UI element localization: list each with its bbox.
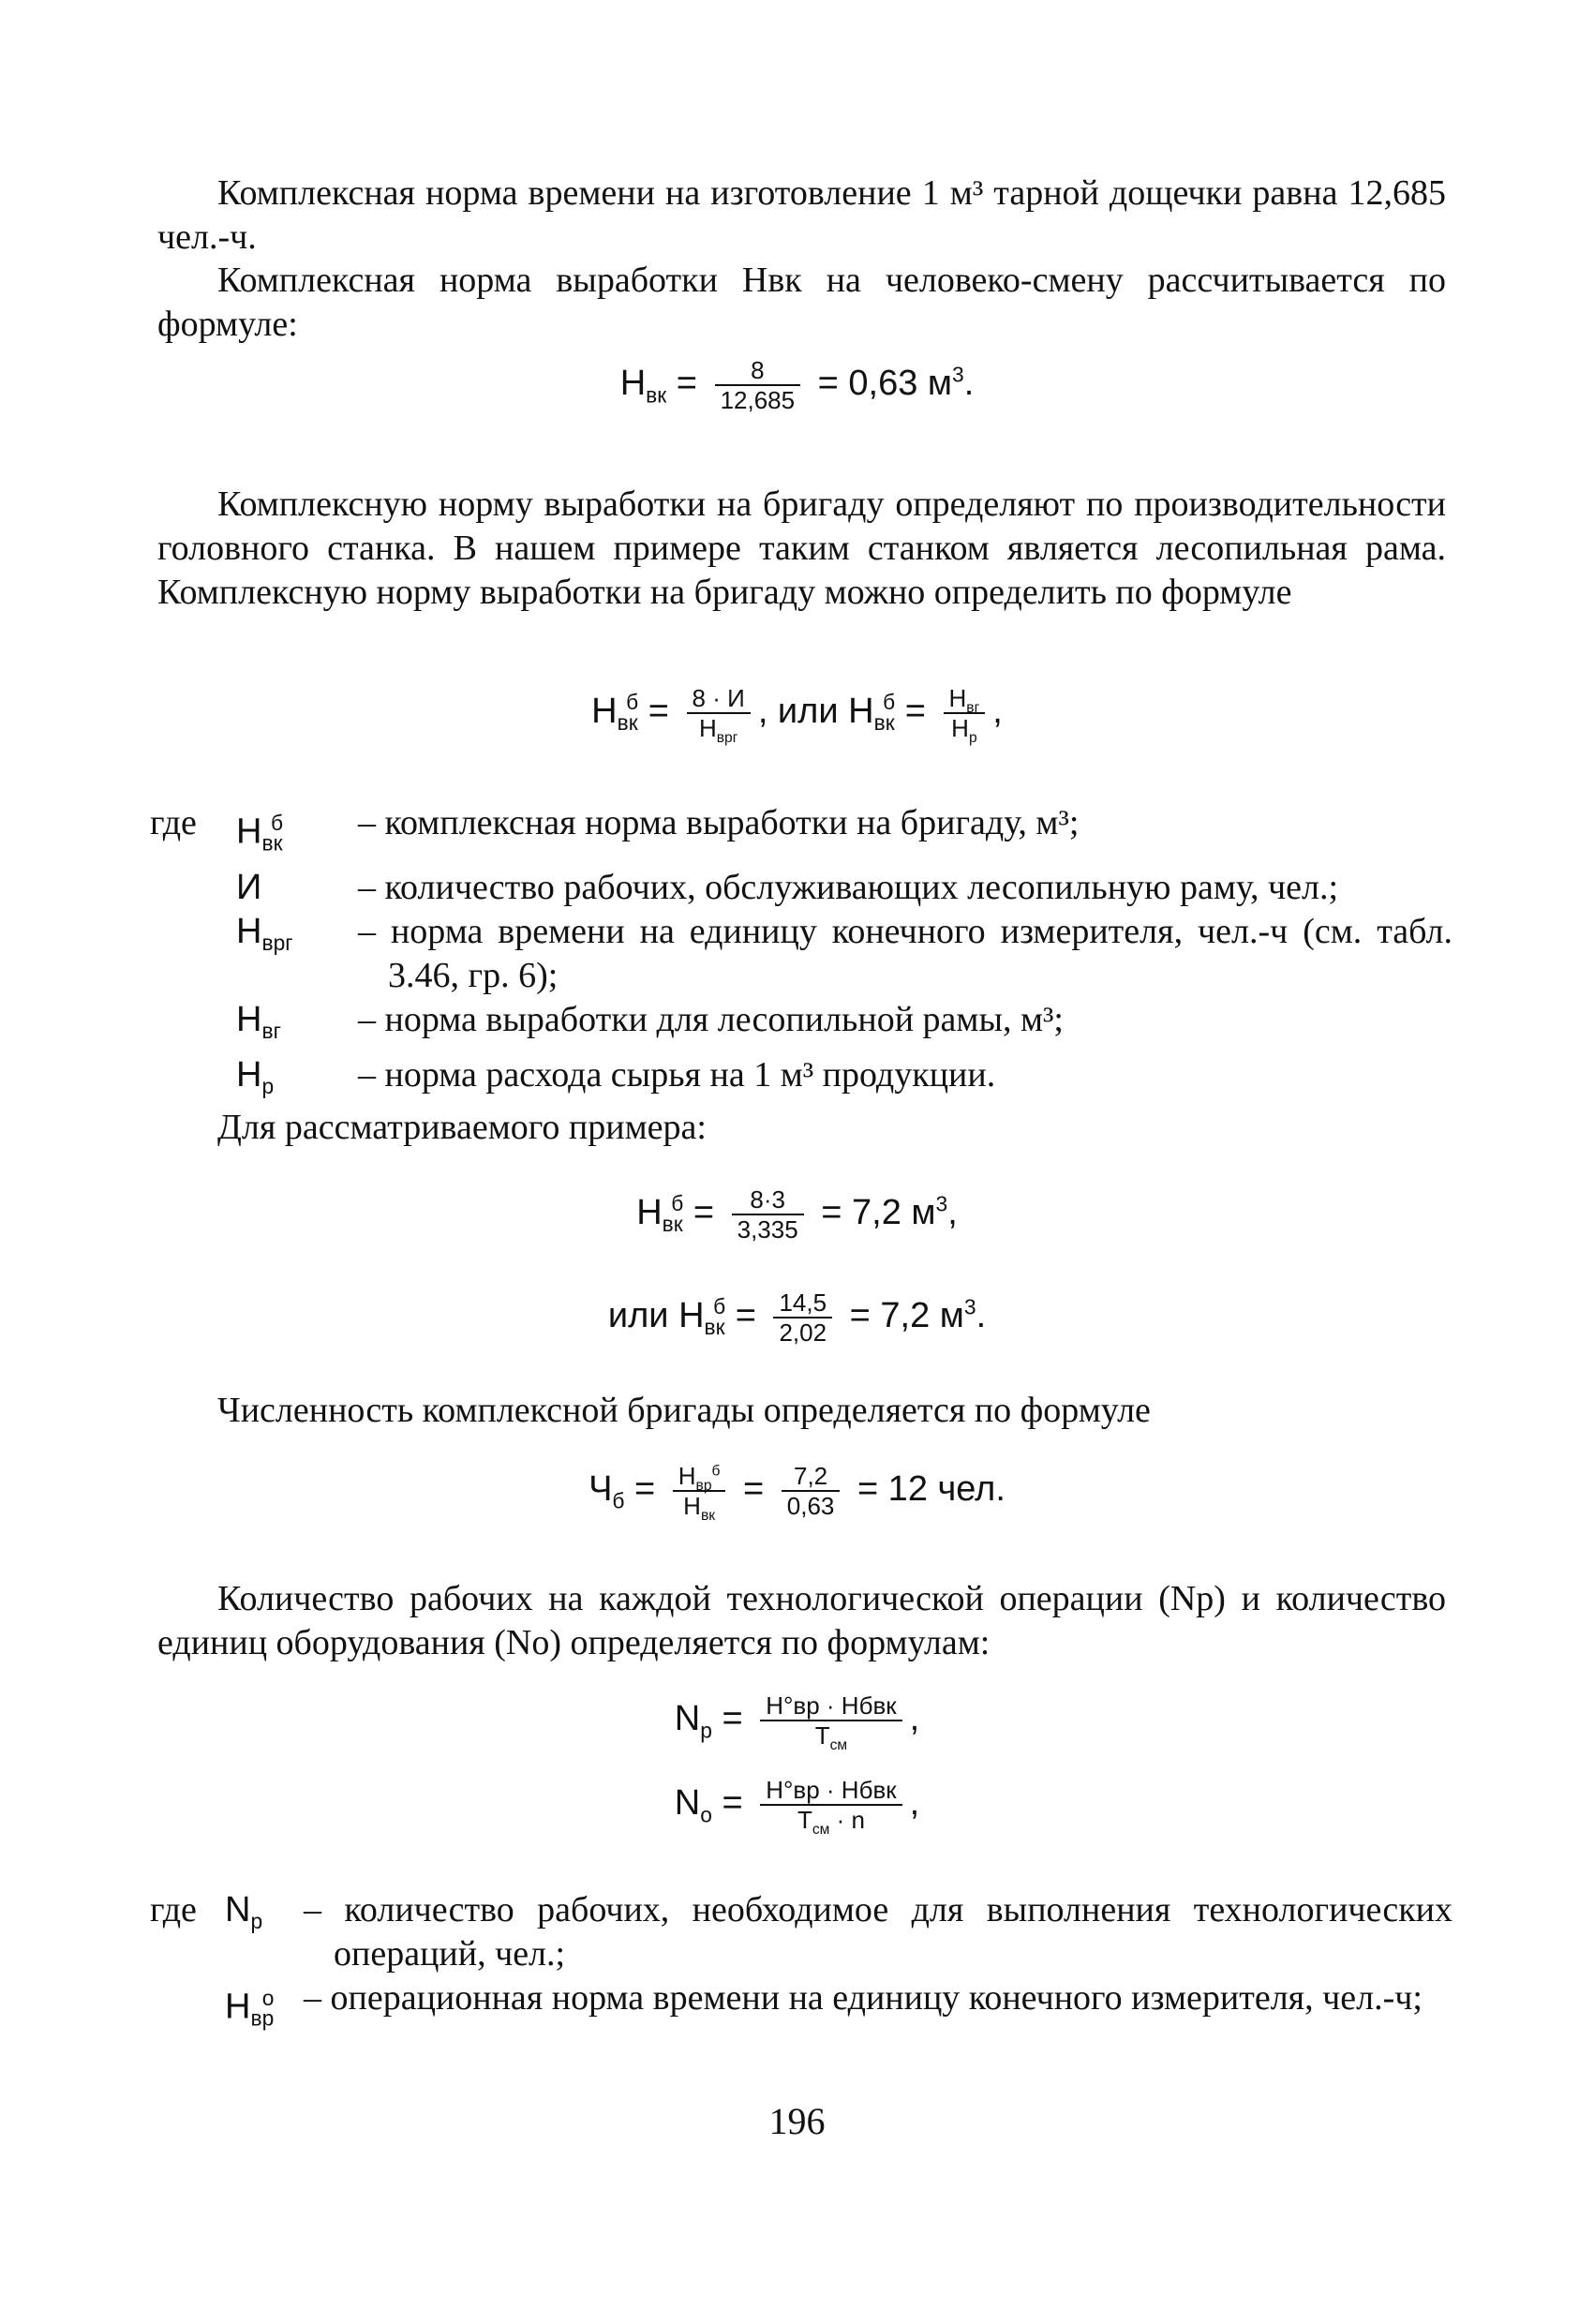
formula7-den-sub: см xyxy=(812,1822,830,1839)
formula3-end: , xyxy=(947,1193,958,1233)
def2-1-sup: о xyxy=(261,1986,275,2010)
formula7-end: , xyxy=(909,1783,920,1824)
paragraph-4: Для рассматриваемого примера: xyxy=(217,1108,707,1147)
formula-hvk xyxy=(0,356,1594,414)
formula3-denominator: 3,335 xyxy=(732,1214,804,1244)
def2-0-sym: N xyxy=(225,1890,251,1929)
formula2-numerator-2 xyxy=(944,684,986,717)
def1-2-sym: Н xyxy=(236,911,262,951)
formula4-rhs-sup: 3 xyxy=(963,1294,976,1319)
formula6-numerator: Н°вр · Нбвк xyxy=(766,1691,897,1720)
def1-2-sub: врг xyxy=(261,930,293,955)
formula5-num1-sym: Н xyxy=(678,1462,696,1490)
definition-symbol xyxy=(236,910,358,998)
formula2-num2-sym: Н xyxy=(948,684,967,712)
definition-row xyxy=(150,910,1452,998)
formula4-numerator: 14,5 xyxy=(779,1289,827,1317)
formula3-rhs-sup: 3 xyxy=(935,1191,948,1216)
def1-4-sub: р xyxy=(261,1073,275,1098)
def1-0-sym: Н xyxy=(236,812,262,852)
paragraph-3: Комплексную норму выработки на бригаду определяют по производительности головного станка. В нашем примере таким станком является лесопильная рама. Комплексную норму выработки на бригаду можно определить по формуле xyxy=(157,484,1446,612)
formula5-den1-sub: вк xyxy=(700,1508,716,1525)
definition-text: – операционная норма времени на единицу конечного измерителя, чел.-ч; xyxy=(304,1978,1423,2018)
def1-0-sup: б xyxy=(271,811,284,835)
formula7-lhs: N xyxy=(674,1783,701,1824)
formula4-end: . xyxy=(976,1296,987,1336)
formula7-fraction xyxy=(760,1776,901,1839)
formula6-lhs-sub: р xyxy=(700,1718,712,1743)
definition-symbol xyxy=(225,1976,304,2041)
definition-text: – количество рабочих, необходимое для выполнения технологических операций, чел.; xyxy=(304,1890,1452,1974)
formula7-lhs-sub: о xyxy=(700,1802,712,1827)
formula2-fraction-1 xyxy=(687,684,751,747)
formula6-den-sym: Т xyxy=(814,1721,830,1750)
formula-workers: $N_р$ = $\frac{\text{Н°вр · Нбвк}}{Т_{см}}$ , xyxy=(674,1691,920,1754)
formula3-fraction xyxy=(732,1185,804,1244)
formula2-num2-sub: вг xyxy=(966,700,980,717)
definition-row xyxy=(150,1976,1452,2041)
formula5-rhs: = 12 чел. xyxy=(857,1469,1006,1510)
formula2-numerator-1: 8 · И xyxy=(692,684,745,712)
definition-symbol xyxy=(236,866,358,910)
formula-example-2: или $Н_{вк}^б$ = $\frac{14,5}{2,02}$ = 7,2 $м^3$. xyxy=(607,1289,987,1347)
formula5-num1-sup: б xyxy=(711,1463,721,1480)
def1-0-sub: вк xyxy=(261,830,283,856)
definitions-list-1 xyxy=(150,801,1452,1109)
formula2-lhs-sup: б xyxy=(626,690,639,715)
def2-1-sym: Н xyxy=(225,1987,251,2027)
formula5-den1-sym: Н xyxy=(683,1492,701,1520)
definition-symbol xyxy=(236,998,358,1053)
definition-row xyxy=(150,998,1452,1053)
formula1-fraction xyxy=(715,356,801,414)
def2-1-sub: вр xyxy=(250,2005,275,2031)
def1-4-sym: Н xyxy=(236,1054,262,1095)
formula6-denominator xyxy=(760,1720,901,1754)
formula5-numerator-2: 7,2 xyxy=(793,1462,828,1490)
definition-text: – количество рабочих, обслуживающих лесопильную раму, чел.; xyxy=(358,867,1339,907)
formula1-denominator: 12,685 xyxy=(715,384,801,414)
formula6-fraction xyxy=(760,1691,901,1754)
formula1-numerator: 8 xyxy=(751,356,765,384)
formula5-denominator-1 xyxy=(673,1490,726,1525)
formula1-rhs: = 0,63 м xyxy=(817,364,953,404)
where-label: где xyxy=(150,803,197,842)
definition-symbol xyxy=(225,1888,304,1976)
formula5-lhs-sub: б xyxy=(612,1488,625,1513)
formula6-end: , xyxy=(909,1699,920,1739)
formula-equipment: $N_о$ = $\frac{\text{Н°вр · Нбвк}}{Т_{см} \cdot n}$ , xyxy=(674,1776,920,1839)
formula6-lhs: N xyxy=(674,1699,701,1739)
formula-brigade-size: $Ч_б$ = $\frac{Н_{вр}^б}{Н_{вк}}$ = $\frac{7,2}{0,63}$ = 12 чел. xyxy=(588,1462,1006,1525)
formula-example-1: $Н_{вк}^б$ = $\frac{8\cdot 3}{3,335}$ = 7,2 $м^3$, xyxy=(636,1185,958,1244)
paragraph-6: Количество рабочих на каждой технологической операции (Nр) и количество единиц оборудования (Nо) определяется по формулам: xyxy=(157,1579,1446,1662)
formula2-end: , xyxy=(992,692,1003,732)
formula2-denominator-1 xyxy=(687,712,751,747)
formula5-fraction-2 xyxy=(782,1462,841,1520)
formula1-lhs: Н xyxy=(619,364,647,404)
paragraph-5: Численность комплексной бригады определяется по формуле xyxy=(217,1391,1151,1430)
formula4-fraction xyxy=(773,1289,832,1347)
definition-row xyxy=(150,1888,1452,1976)
formula7-den-sym: Т xyxy=(797,1806,812,1834)
paragraph-2: Комплексная норма выработки Нвк на человеко-смену рассчитывается по формуле: xyxy=(157,261,1446,344)
formula2-lhs-sub: вк xyxy=(617,710,638,735)
definition-text: – норма выработки для лесопильной рамы, м³; xyxy=(358,999,1064,1039)
formula2-den2-sub: р xyxy=(968,730,977,747)
formula5-fraction-1 xyxy=(673,1462,726,1525)
formula2-den1-sub: врг xyxy=(716,730,738,747)
formula2-den1-sym: Н xyxy=(698,714,717,742)
formula7-numerator: Н°вр · Нбвк xyxy=(766,1776,897,1804)
paragraph-1: Комплексная норма времени на изготовление 1 м³ тарной дощечки равна 12,685 чел.-ч. xyxy=(157,173,1446,257)
definition-text: – норма времени на единицу конечного измерителя, чел.-ч (см. табл. 3.46, гр. 6); xyxy=(358,911,1452,995)
formula7-den-tail: · n xyxy=(836,1806,865,1834)
def2-0-sub: р xyxy=(250,1908,263,1933)
formula1-lhs-sub: вк xyxy=(646,382,667,408)
def1-3-sub: вг xyxy=(261,1018,281,1043)
definition-text: – норма расхода сырья на 1 м³ продукции. xyxy=(358,1054,996,1095)
definitions-list-2 xyxy=(150,1888,1452,2041)
definition-symbol xyxy=(236,801,358,866)
formula7-denominator xyxy=(760,1804,901,1839)
formula-brigade-norm: $Н_{вк}^б$ = $\frac{8 \cdot И}{Н_{врг}}$ , или $Н_{вк}^б$ = $\frac{Н_{вг}}{Н_р}$ , xyxy=(591,684,1003,747)
formula5-numerator-1 xyxy=(673,1462,726,1495)
definition-row xyxy=(150,1053,1452,1109)
definition-row xyxy=(150,866,1452,910)
formula2-fraction-2 xyxy=(944,684,986,747)
definition-row xyxy=(150,801,1452,866)
formula1-end: . xyxy=(963,364,975,404)
formula2-separator: , или xyxy=(757,692,839,732)
page-number: 196 xyxy=(768,2100,826,2142)
formula5-num1-sub: вр xyxy=(695,1478,712,1495)
formula3-rhs: = 7,2 м xyxy=(821,1193,936,1233)
formula5-lhs: Ч xyxy=(588,1469,613,1510)
formula2-lhs: Н xyxy=(591,692,618,732)
formula4-prefix: или xyxy=(607,1296,669,1336)
formula1-rhs-sup: 3 xyxy=(952,362,964,387)
formula2-denominator-2 xyxy=(944,712,986,747)
definition-text: – комплексная норма выработки на бригаду, м³; xyxy=(358,803,1080,842)
formula2-den2-sym: Н xyxy=(951,714,969,742)
def1-3-sym: Н xyxy=(236,999,262,1039)
formula5-denominator-2: 0,63 xyxy=(782,1490,841,1520)
formula6-den-sub: см xyxy=(829,1737,848,1754)
formula3-numerator: 8·3 xyxy=(750,1185,785,1214)
formula4-rhs: = 7,2 м xyxy=(849,1296,964,1336)
where-label-2: где xyxy=(150,1890,197,1929)
def1-1-sym: И xyxy=(236,867,262,907)
formula4-denominator: 2,02 xyxy=(773,1317,832,1347)
formula1-eq: = xyxy=(676,364,697,404)
definition-symbol xyxy=(236,1053,358,1109)
